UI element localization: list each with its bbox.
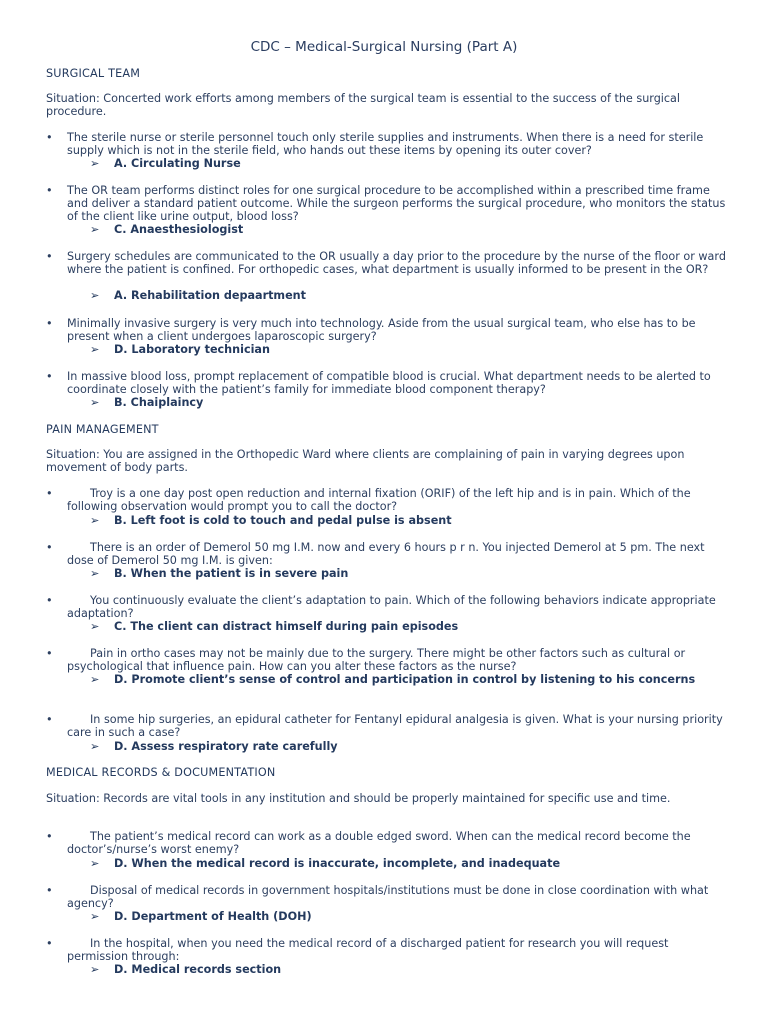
answer-item <box>90 567 710 580</box>
arrow-bullet-icon: ➢ <box>90 157 100 170</box>
question-text: Surgery schedules are communicated to the OR usually a day prior to the procedure by the nurse of the floor or ward where the patient is confined. For orthopedic cases, what department is usually informed to be present in the OR? <box>67 250 726 277</box>
answer-item <box>90 396 710 409</box>
arrow-bullet-icon: ➢ <box>90 740 100 753</box>
question-text: Troy is a one day post open reduction and internal fixation (ORIF) of the left hip and is in pain. Which of the following observation would prompt you to call the doctor? <box>67 487 691 514</box>
bullet-icon: • <box>46 131 53 144</box>
answer-item <box>90 343 710 356</box>
situation-medical-records: Situation: Records are vital tools in any institution and should be properly maintained for specific use and time. <box>46 792 671 805</box>
question-item <box>46 370 726 396</box>
question-item <box>46 647 726 673</box>
question-item <box>46 713 726 739</box>
bullet-icon: • <box>46 184 53 197</box>
question-text: The OR team performs distinct roles for one surgical procedure to be accomplished within a prescribed time frame and deliver a standard patient outcome. While the surgeon performs the surgical procedure, who monitors the status of the client like urine output, blood loss? <box>67 184 726 224</box>
bullet-icon: • <box>46 317 53 330</box>
question-text: In massive blood loss, prompt replacement of compatible blood is crucial. What department needs to be alerted to coordinate closely with the patient’s family for immediate blood component therapy? <box>67 370 711 397</box>
answer-item <box>90 514 710 527</box>
answer-item <box>90 157 710 170</box>
question-item <box>46 317 726 343</box>
answer-item <box>90 857 710 870</box>
question-text: The patient’s medical record can work as a double edged sword. When can the medical record become the doctor’s/nurse’s worst enemy? <box>67 830 691 857</box>
bullet-icon: • <box>46 541 53 554</box>
answer-text: A. Rehabilitation depaartment <box>114 289 306 302</box>
question-text: The sterile nurse or sterile personnel touch only sterile supplies and instruments. When there is a need for sterile supply which is not in the sterile field, who hands out these items by opening its outer cover? <box>67 131 704 158</box>
question-item <box>46 830 726 856</box>
arrow-bullet-icon: ➢ <box>90 343 100 356</box>
answer-text: D. Department of Health (DOH) <box>114 910 312 923</box>
answer-text: B. Left foot is cold to touch and pedal pulse is absent <box>114 514 452 527</box>
arrow-bullet-icon: ➢ <box>90 289 100 302</box>
answer-text: C. Anaesthesiologist <box>114 223 244 236</box>
situation-pain-management: Situation: You are assigned in the Orthopedic Ward where clients are complaining of pain in varying degrees upon movement of body parts. <box>46 448 685 475</box>
question-item <box>46 184 726 224</box>
bullet-icon: • <box>46 937 53 950</box>
arrow-bullet-icon: ➢ <box>90 857 100 870</box>
question-item <box>46 131 726 157</box>
question-text: You continuously evaluate the client’s adaptation to pain. Which of the following behaviors indicate appropriate adaptation? <box>67 594 716 621</box>
answer-text: C. The client can distract himself during pain episodes <box>114 620 459 633</box>
bullet-icon: • <box>46 830 53 843</box>
bullet-icon: • <box>46 594 53 607</box>
section-heading-pain-management: PAIN MANAGEMENT <box>46 423 159 436</box>
bullet-icon: • <box>46 647 53 660</box>
arrow-bullet-icon: ➢ <box>90 963 100 976</box>
page-title: CDC – Medical-Surgical Nursing (Part A) <box>250 39 518 55</box>
question-item <box>46 487 726 513</box>
arrow-bullet-icon: ➢ <box>90 910 100 923</box>
arrow-bullet-icon: ➢ <box>90 514 100 527</box>
bullet-icon: • <box>46 884 53 897</box>
section-heading-medical-records: MEDICAL RECORDS & DOCUMENTATION <box>46 766 276 779</box>
question-text: Disposal of medical records in government hospitals/institutions must be done in close coordination with what agency? <box>67 884 709 911</box>
answer-item <box>90 963 710 976</box>
answer-item <box>90 740 710 753</box>
answer-text: D. Laboratory technician <box>114 343 270 356</box>
arrow-bullet-icon: ➢ <box>90 223 100 236</box>
section-heading-surgical-team: SURGICAL TEAM <box>46 67 141 80</box>
answer-text: B. When the patient is in severe pain <box>114 567 349 580</box>
bullet-icon: • <box>46 713 53 726</box>
question-item <box>46 594 726 620</box>
arrow-bullet-icon: ➢ <box>90 396 100 409</box>
bullet-icon: • <box>46 250 53 263</box>
question-item <box>46 884 726 910</box>
question-text: In the hospital, when you need the medical record of a discharged patient for research you will request permission through: <box>67 937 669 964</box>
arrow-bullet-icon: ➢ <box>90 673 100 686</box>
answer-item <box>90 910 710 923</box>
answer-item <box>90 673 710 686</box>
situation-surgical-team: Situation: Concerted work efforts among members of the surgical team is essential to the success of the surgical procedure. <box>46 92 681 119</box>
arrow-bullet-icon: ➢ <box>90 620 100 633</box>
answer-text: D. Promote client’s sense of control and participation in control by listening to his concerns <box>114 673 696 686</box>
answer-text: D. When the medical record is inaccurate, incomplete, and inadequate <box>114 857 561 870</box>
bullet-icon: • <box>46 487 53 500</box>
question-text: Minimally invasive surgery is very much into technology. Aside from the usual surgical team, who else has to be present when a client undergoes laparoscopic surgery? <box>67 317 696 344</box>
answer-text: D. Medical records section <box>114 963 282 976</box>
question-text: There is an order of Demerol 50 mg I.M. now and every 6 hours p r n. You injected Demerol at 5 pm. The next dose of Demerol 50 mg I.M. is given: <box>67 541 705 568</box>
question-item <box>46 250 726 276</box>
answer-text: A. Circulating Nurse <box>114 157 241 170</box>
question-item <box>46 937 726 963</box>
answer-item <box>90 289 710 302</box>
arrow-bullet-icon: ➢ <box>90 567 100 580</box>
answer-text: D. Assess respiratory rate carefully <box>114 740 338 753</box>
question-text: In some hip surgeries, an epidural catheter for Fentanyl epidural analgesia is given. What is your nursing priority care in such a case? <box>67 713 723 740</box>
answer-text: B. Chaiplaincy <box>114 396 204 409</box>
question-item <box>46 541 726 567</box>
question-text: Pain in ortho cases may not be mainly due to the surgery. There might be other factors such as cultural or psychological that influence pain. How can you alter these factors as the nurse? <box>67 647 686 674</box>
answer-item <box>90 620 710 633</box>
answer-item <box>90 223 710 236</box>
bullet-icon: • <box>46 370 53 383</box>
